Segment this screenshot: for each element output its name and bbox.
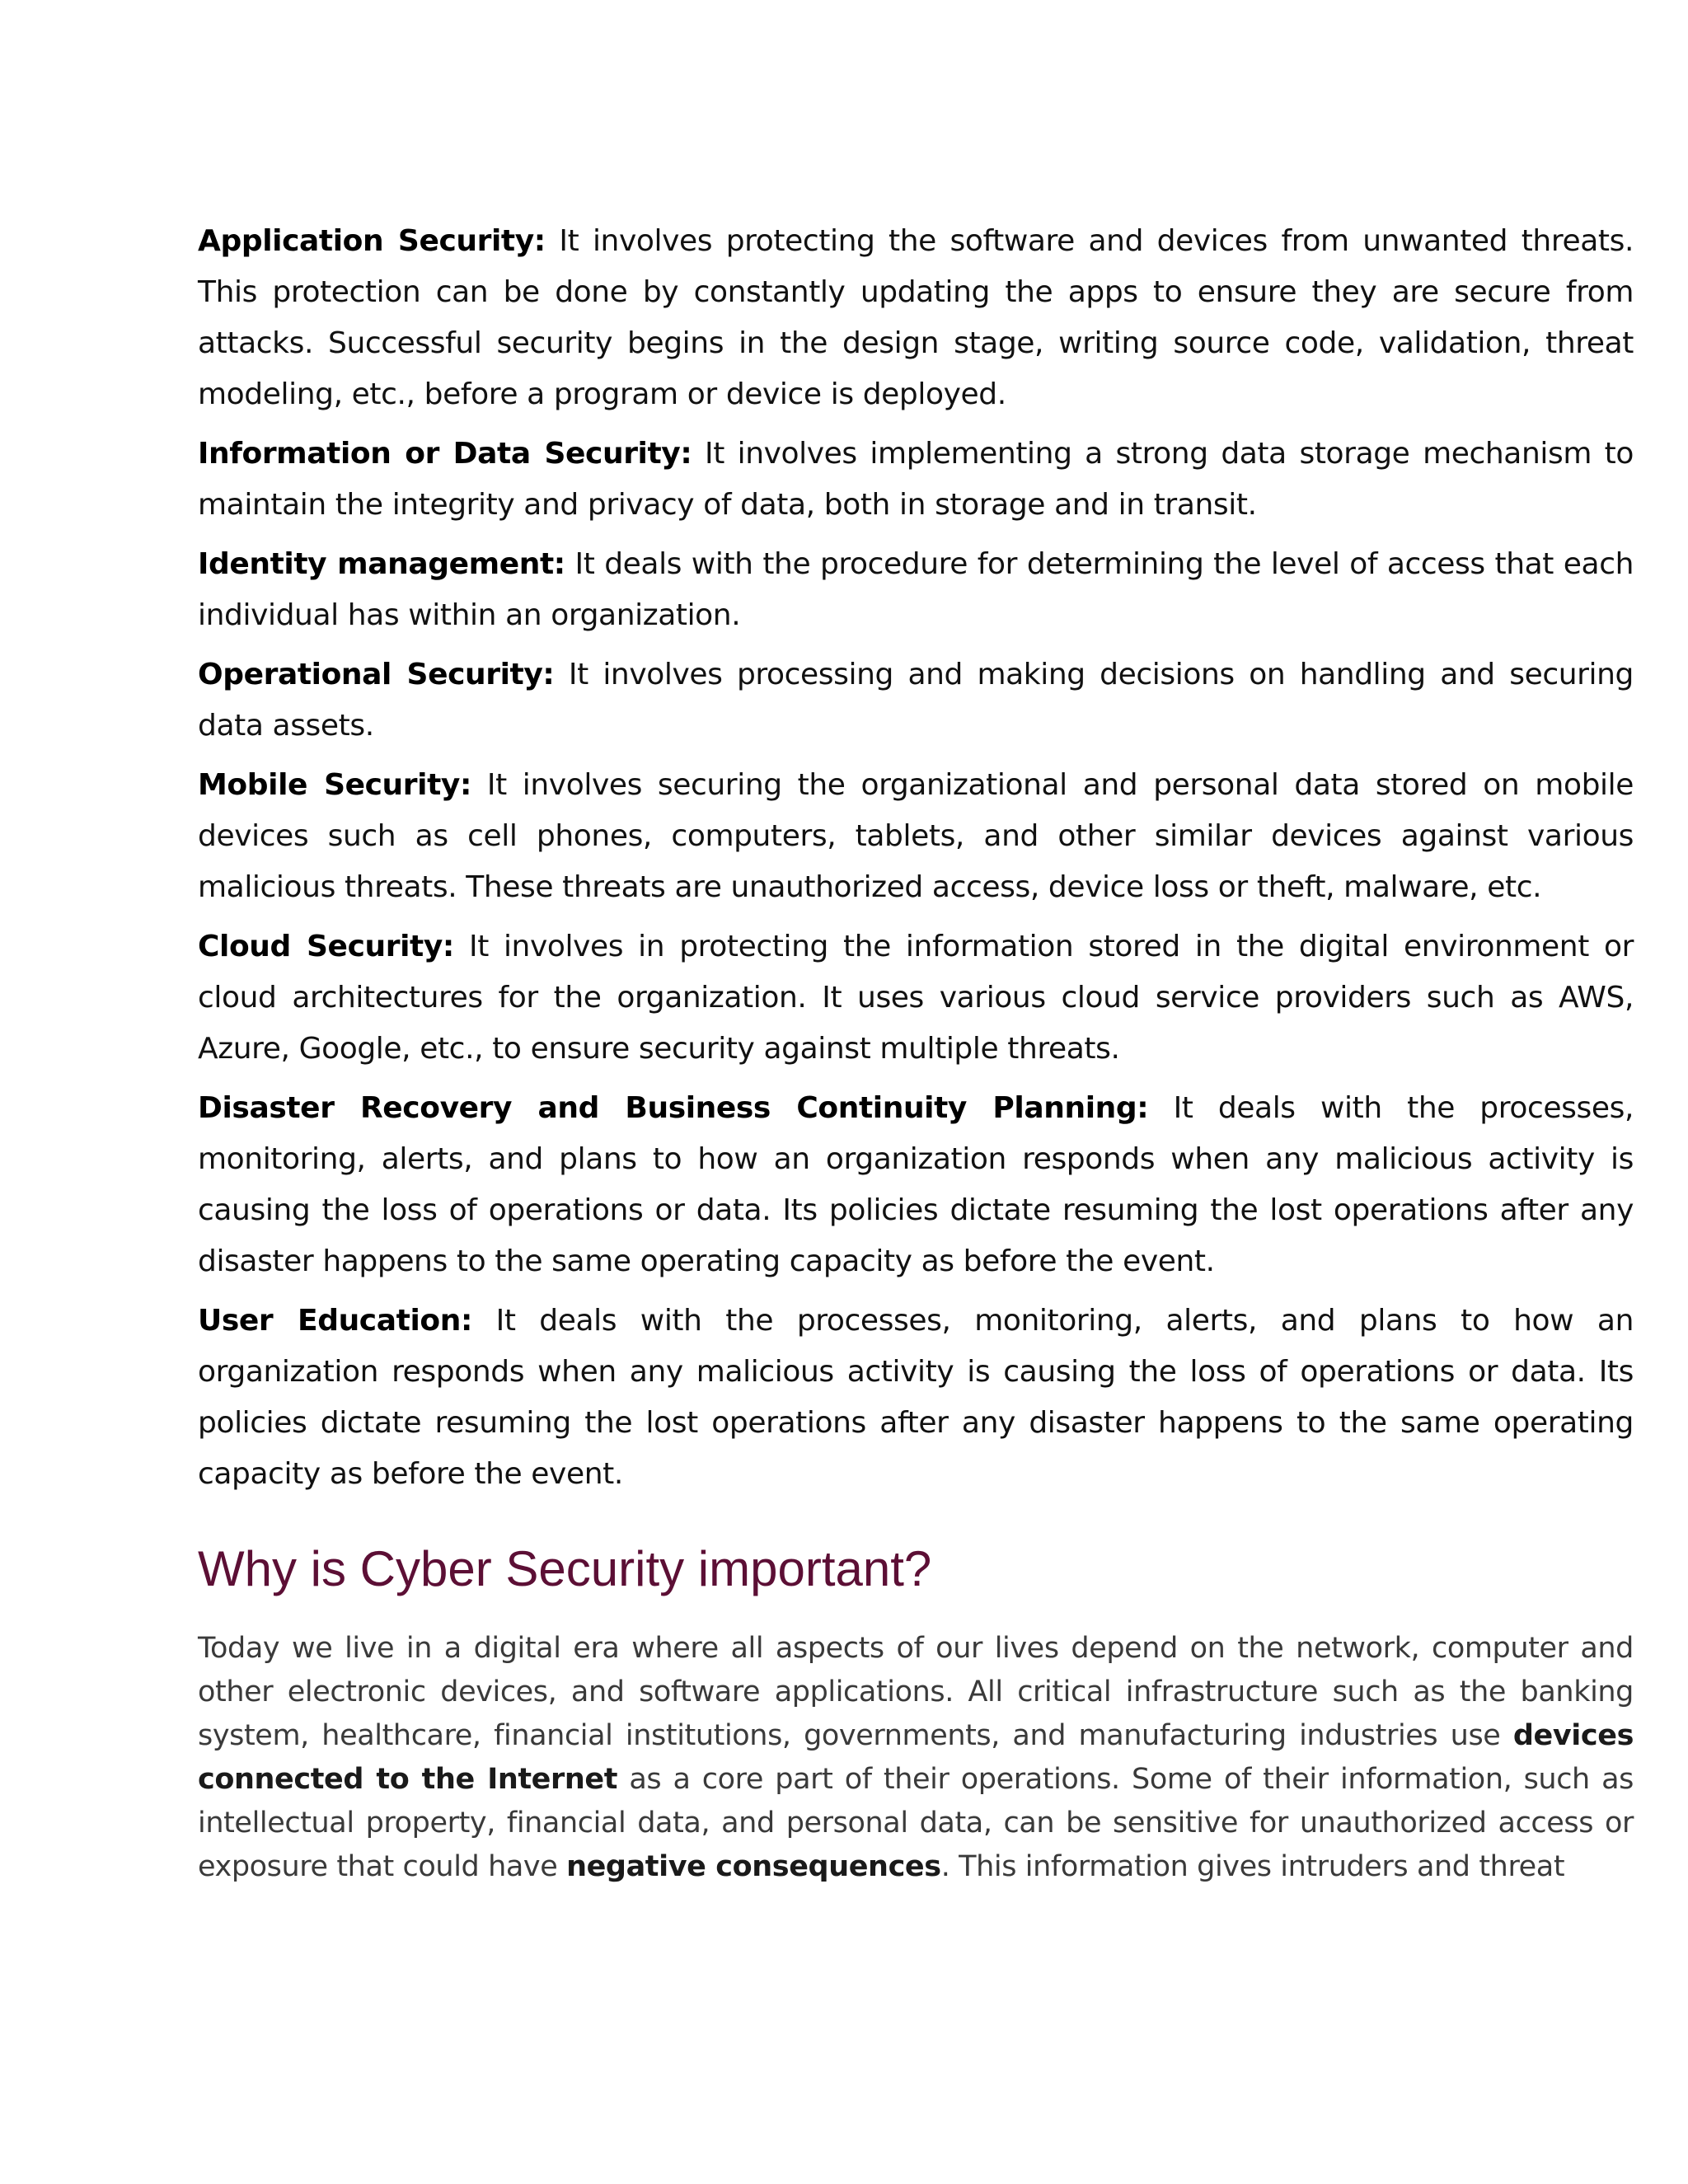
- section-text: It involves processing and making decisions on handling and securing data assets.: [198, 658, 1634, 743]
- section-application-security: [198, 216, 1634, 420]
- section-term: Operational Security:: [198, 658, 555, 691]
- intro-text-part3: . This information gives intruders and threat: [940, 1850, 1565, 1883]
- section-heading: Why is Cyber Security important?: [198, 1541, 932, 1596]
- section-text: It deals with the processes, monitoring, alerts, and plans to how an organization responds when any malicious activity is causing the loss of operations or data. Its policies dictate resuming the lost operations after any disaster happens to the same operating capacity as before the event.: [198, 1304, 1634, 1491]
- section-disaster-recovery: [198, 1083, 1634, 1287]
- section-text: It involves protecting the software and devices from unwanted threats. This protection can be done by constantly updating the apps to ensure they are secure from attacks. Successful security begins in the design stage, writing source code, validation, threat modeling, etc., before a program or device is deployed.: [198, 224, 1634, 411]
- section-term: Identity management:: [198, 547, 565, 581]
- section-information-security: [198, 429, 1634, 531]
- intro-bold-devices: devices connected to the Internet: [198, 1719, 1634, 1796]
- section-term: Information or Data Security:: [198, 437, 692, 471]
- section-text: It involves in protecting the information stored in the digital environment or cloud architectures for the organization. It uses various cloud service providers such as AWS, Azure, Google, etc., to ensure security against multiple threats.: [198, 930, 1634, 1066]
- section-operational-security: [198, 649, 1634, 752]
- section-identity-management: [198, 539, 1634, 641]
- intro-paragraph: [198, 1627, 1634, 1889]
- section-cloud-security: [198, 921, 1634, 1075]
- intro-text-part1: Today we live in a digital era where all aspects of our lives depend on the network, computer and other electronic devices, and software applications. All critical infrastructure such as the banking system, healthcare, financial institutions, governments, and manufacturing industries use: [198, 1632, 1634, 1752]
- section-text: It involves implementing a strong data storage mechanism to maintain the integrity and privacy of data, both in storage and in transit.: [198, 437, 1634, 522]
- section-mobile-security: [198, 760, 1634, 913]
- section-term: Application Security:: [198, 224, 546, 258]
- section-text: It involves securing the organizational and personal data stored on mobile devices such as cell phones, computers, tablets, and other similar devices against various malicious threats. These threats are unauthorized access, device loss or theft, malware, etc.: [198, 768, 1634, 904]
- section-term: Disaster Recovery and Business Continuity Planning:: [198, 1091, 1149, 1125]
- section-text: It deals with the processes, monitoring, alerts, and plans to how an organization responds when any malicious activity is causing the loss of operations or data. Its policies dictate resuming the lost operations after any disaster happens to the same operating capacity as before the event.: [198, 1091, 1634, 1278]
- section-text: It deals with the procedure for determining the level of access that each individual has within an organization.: [198, 547, 1634, 632]
- intro-text-part2: as a core part of their operations. Some of their information, such as intellectual property, financial data, and personal data, can be sensitive for unauthorized access or exposure that could have: [198, 1763, 1634, 1883]
- section-user-education: [198, 1296, 1634, 1500]
- section-term: Mobile Security:: [198, 768, 471, 802]
- document-page: [198, 216, 1634, 1889]
- section-term: Cloud Security:: [198, 930, 454, 963]
- intro-bold-consequences: negative consequences: [566, 1850, 941, 1883]
- section-term: User Education:: [198, 1304, 472, 1338]
